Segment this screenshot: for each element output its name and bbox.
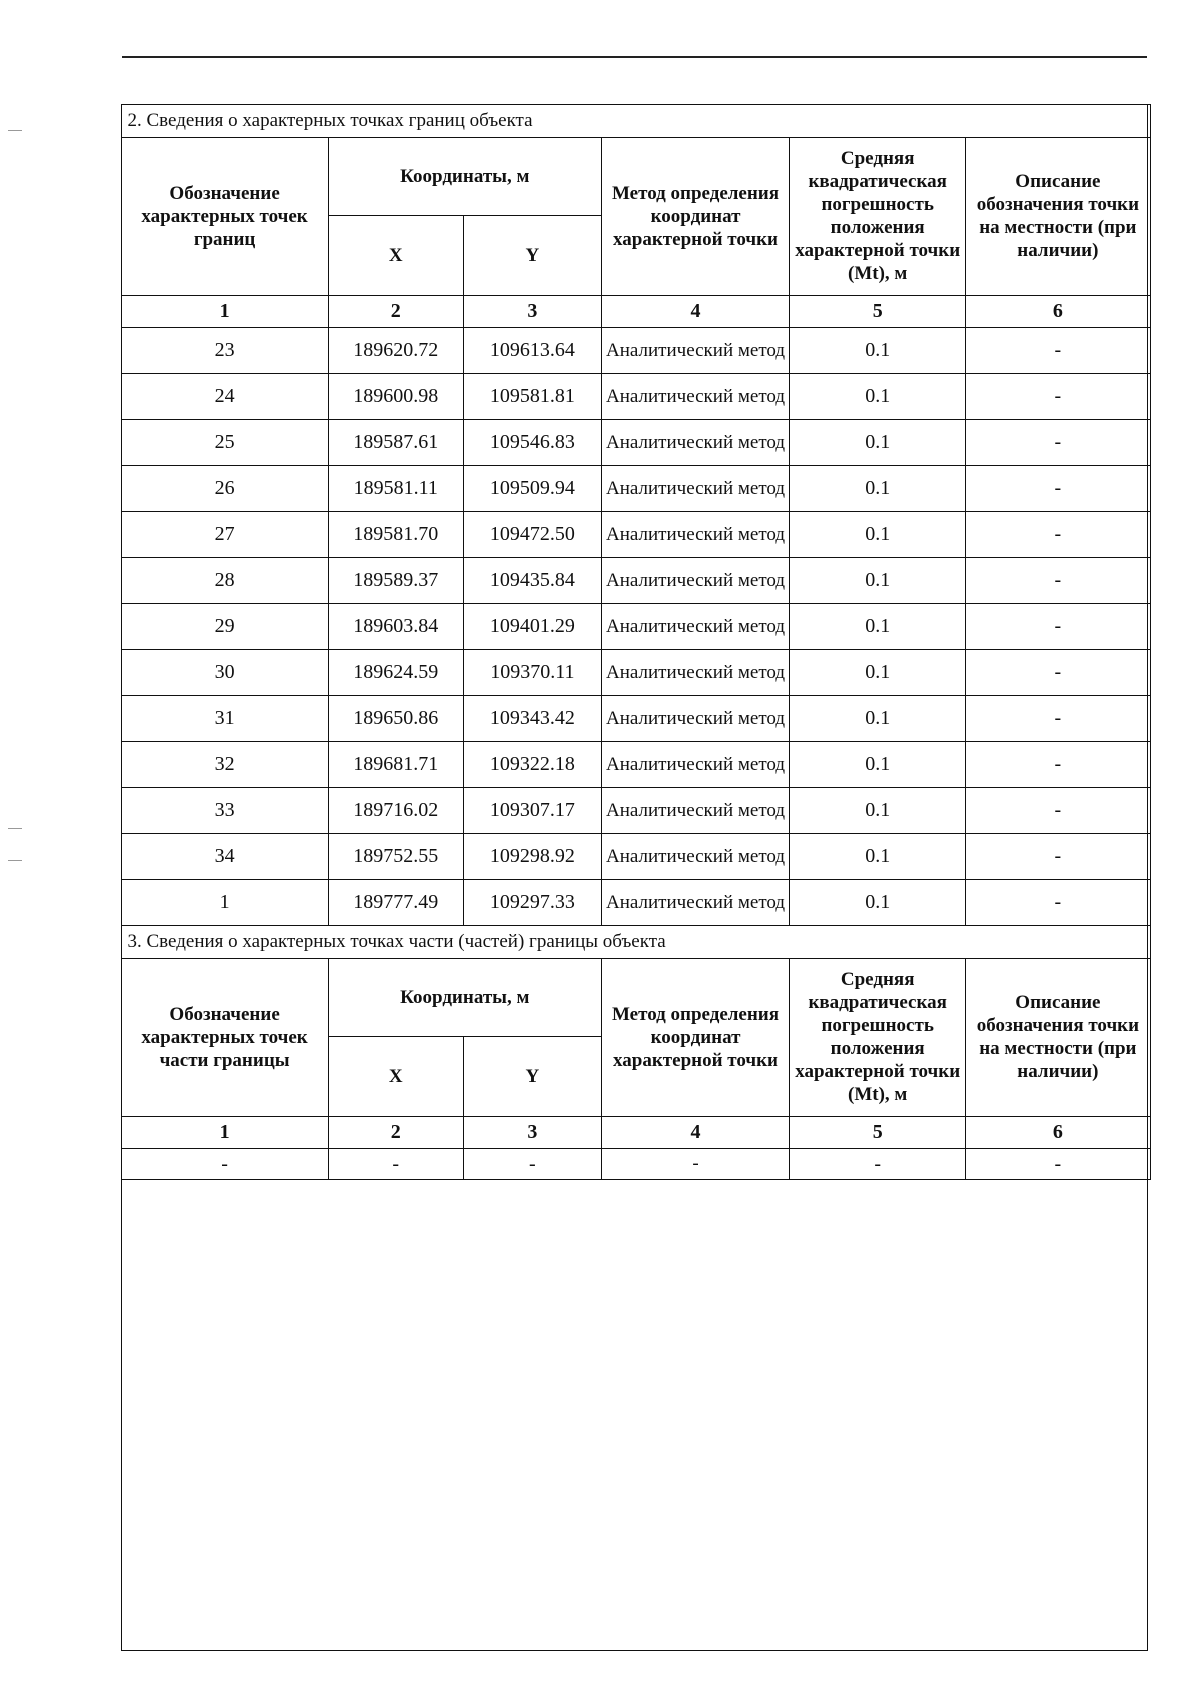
method-cell: Аналитический метод — [601, 833, 789, 879]
y-coordinate-cell: 109297.33 — [463, 879, 601, 925]
x-coordinate-cell: 189620.72 — [328, 327, 463, 373]
error-cell: - — [790, 1148, 966, 1179]
x-coordinate-cell: 189716.02 — [328, 787, 463, 833]
y-coordinate-cell: 109343.42 — [463, 695, 601, 741]
margin-tick — [8, 130, 22, 131]
method-cell: Аналитический метод — [601, 787, 789, 833]
error-cell: 0.1 — [790, 603, 966, 649]
column-number: 2 — [328, 295, 463, 327]
error-cell: 0.1 — [790, 465, 966, 511]
point-id-cell: 34 — [121, 833, 328, 879]
point-id-cell: 27 — [121, 511, 328, 557]
table-row — [121, 419, 1150, 465]
y-coordinate-cell: 109298.92 — [463, 833, 601, 879]
column-number: 3 — [463, 1116, 601, 1148]
x-coordinate-cell: 189752.55 — [328, 833, 463, 879]
section-2-title: 2. Сведения о характерных точках границ объекта — [121, 104, 1150, 137]
error-cell: 0.1 — [790, 557, 966, 603]
header-error: Средняя квадратическая погрешность положения характерной точки (Mt), м — [790, 958, 966, 1116]
header-designation: Обозначение характерных точек части границы — [121, 958, 328, 1116]
header-coordinates: Координаты, м — [328, 958, 601, 1036]
column-number: 5 — [790, 295, 966, 327]
column-number: 6 — [966, 1116, 1150, 1148]
point-id-cell: 23 — [121, 327, 328, 373]
x-coordinate-cell: 189600.98 — [328, 373, 463, 419]
section-3-title: 3. Сведения о характерных точках части (частей) границы объекта — [121, 925, 1150, 958]
x-coordinate-cell: 189581.11 — [328, 465, 463, 511]
error-cell: 0.1 — [790, 373, 966, 419]
header-description: Описание обозначения точки на местности (при наличии) — [966, 958, 1150, 1116]
y-coordinate-cell: - — [463, 1148, 601, 1179]
y-coordinate-cell: 109307.17 — [463, 787, 601, 833]
error-cell: 0.1 — [790, 695, 966, 741]
y-coordinate-cell: 109401.29 — [463, 603, 601, 649]
method-cell: Аналитический метод — [601, 557, 789, 603]
table-row — [121, 879, 1150, 925]
description-cell: - — [966, 649, 1150, 695]
x-coordinate-cell: 189581.70 — [328, 511, 463, 557]
error-cell: 0.1 — [790, 419, 966, 465]
x-coordinate-cell: 189650.86 — [328, 695, 463, 741]
method-cell: - — [601, 1148, 789, 1179]
point-id-cell: 24 — [121, 373, 328, 419]
method-cell: Аналитический метод — [601, 603, 789, 649]
point-id-cell: 32 — [121, 741, 328, 787]
margin-tick — [8, 860, 22, 861]
column-number: 1 — [121, 1116, 328, 1148]
description-cell: - — [966, 833, 1150, 879]
y-coordinate-cell: 109472.50 — [463, 511, 601, 557]
table-row — [121, 511, 1150, 557]
y-coordinate-cell: 109322.18 — [463, 741, 601, 787]
table-row — [121, 695, 1150, 741]
table-row — [121, 603, 1150, 649]
description-cell: - — [966, 695, 1150, 741]
point-id-cell: 28 — [121, 557, 328, 603]
description-cell: - — [966, 879, 1150, 925]
point-id-cell: 29 — [121, 603, 328, 649]
error-cell: 0.1 — [790, 327, 966, 373]
margin-tick — [8, 828, 22, 829]
point-id-cell: 1 — [121, 879, 328, 925]
boundary-points-table — [121, 104, 1151, 1180]
method-cell: Аналитический метод — [601, 879, 789, 925]
description-cell: - — [966, 419, 1150, 465]
x-coordinate-cell: 189624.59 — [328, 649, 463, 695]
description-cell: - — [966, 327, 1150, 373]
description-cell: - — [966, 511, 1150, 557]
table-row — [121, 465, 1150, 511]
description-cell: - — [966, 373, 1150, 419]
table-row — [121, 557, 1150, 603]
error-cell: 0.1 — [790, 511, 966, 557]
x-coordinate-cell: 189589.37 — [328, 557, 463, 603]
error-cell: 0.1 — [790, 879, 966, 925]
top-rule — [122, 56, 1147, 58]
method-cell: Аналитический метод — [601, 373, 789, 419]
point-id-cell: 26 — [121, 465, 328, 511]
description-cell: - — [966, 787, 1150, 833]
document-frame — [121, 104, 1148, 1651]
column-numbers-row — [121, 1116, 1150, 1148]
point-id-cell: 30 — [121, 649, 328, 695]
header-designation: Обозначение характерных точек границ — [121, 137, 328, 295]
description-cell: - — [966, 741, 1150, 787]
column-number: 3 — [463, 295, 601, 327]
description-cell: - — [966, 557, 1150, 603]
description-cell: - — [966, 1148, 1150, 1179]
error-cell: 0.1 — [790, 649, 966, 695]
error-cell: 0.1 — [790, 741, 966, 787]
column-number: 2 — [328, 1116, 463, 1148]
table-row — [121, 1148, 1150, 1179]
column-number: 4 — [601, 295, 789, 327]
description-cell: - — [966, 603, 1150, 649]
y-coordinate-cell: 109581.81 — [463, 373, 601, 419]
method-cell: Аналитический метод — [601, 465, 789, 511]
description-cell: - — [966, 465, 1150, 511]
table-row — [121, 649, 1150, 695]
table-row — [121, 787, 1150, 833]
method-cell: Аналитический метод — [601, 695, 789, 741]
column-number: 4 — [601, 1116, 789, 1148]
header-x: X — [328, 215, 463, 295]
point-id-cell: 33 — [121, 787, 328, 833]
x-coordinate-cell: 189603.84 — [328, 603, 463, 649]
table-row — [121, 327, 1150, 373]
method-cell: Аналитический метод — [601, 511, 789, 557]
y-coordinate-cell: 109546.83 — [463, 419, 601, 465]
error-cell: 0.1 — [790, 787, 966, 833]
method-cell: Аналитический метод — [601, 741, 789, 787]
point-id-cell: - — [121, 1148, 328, 1179]
column-numbers-row — [121, 295, 1150, 327]
method-cell: Аналитический метод — [601, 649, 789, 695]
column-number: 5 — [790, 1116, 966, 1148]
point-id-cell: 31 — [121, 695, 328, 741]
header-coordinates: Координаты, м — [328, 137, 601, 215]
header-error: Средняя квадратическая погрешность положения характерной точки (Mt), м — [790, 137, 966, 295]
column-number: 1 — [121, 295, 328, 327]
method-cell: Аналитический метод — [601, 419, 789, 465]
header-y: Y — [463, 1036, 601, 1116]
y-coordinate-cell: 109370.11 — [463, 649, 601, 695]
point-id-cell: 25 — [121, 419, 328, 465]
header-method: Метод определения координат характерной точки — [601, 137, 789, 295]
table-row — [121, 373, 1150, 419]
header-x: X — [328, 1036, 463, 1116]
header-description: Описание обозначения точки на местности (при наличии) — [966, 137, 1150, 295]
error-cell: 0.1 — [790, 833, 966, 879]
x-coordinate-cell: 189777.49 — [328, 879, 463, 925]
column-number: 6 — [966, 295, 1150, 327]
y-coordinate-cell: 109435.84 — [463, 557, 601, 603]
table-row — [121, 741, 1150, 787]
x-coordinate-cell: 189587.61 — [328, 419, 463, 465]
table-row — [121, 833, 1150, 879]
header-method: Метод определения координат характерной точки — [601, 958, 789, 1116]
y-coordinate-cell: 109613.64 — [463, 327, 601, 373]
header-y: Y — [463, 215, 601, 295]
x-coordinate-cell: - — [328, 1148, 463, 1179]
method-cell: Аналитический метод — [601, 327, 789, 373]
x-coordinate-cell: 189681.71 — [328, 741, 463, 787]
y-coordinate-cell: 109509.94 — [463, 465, 601, 511]
